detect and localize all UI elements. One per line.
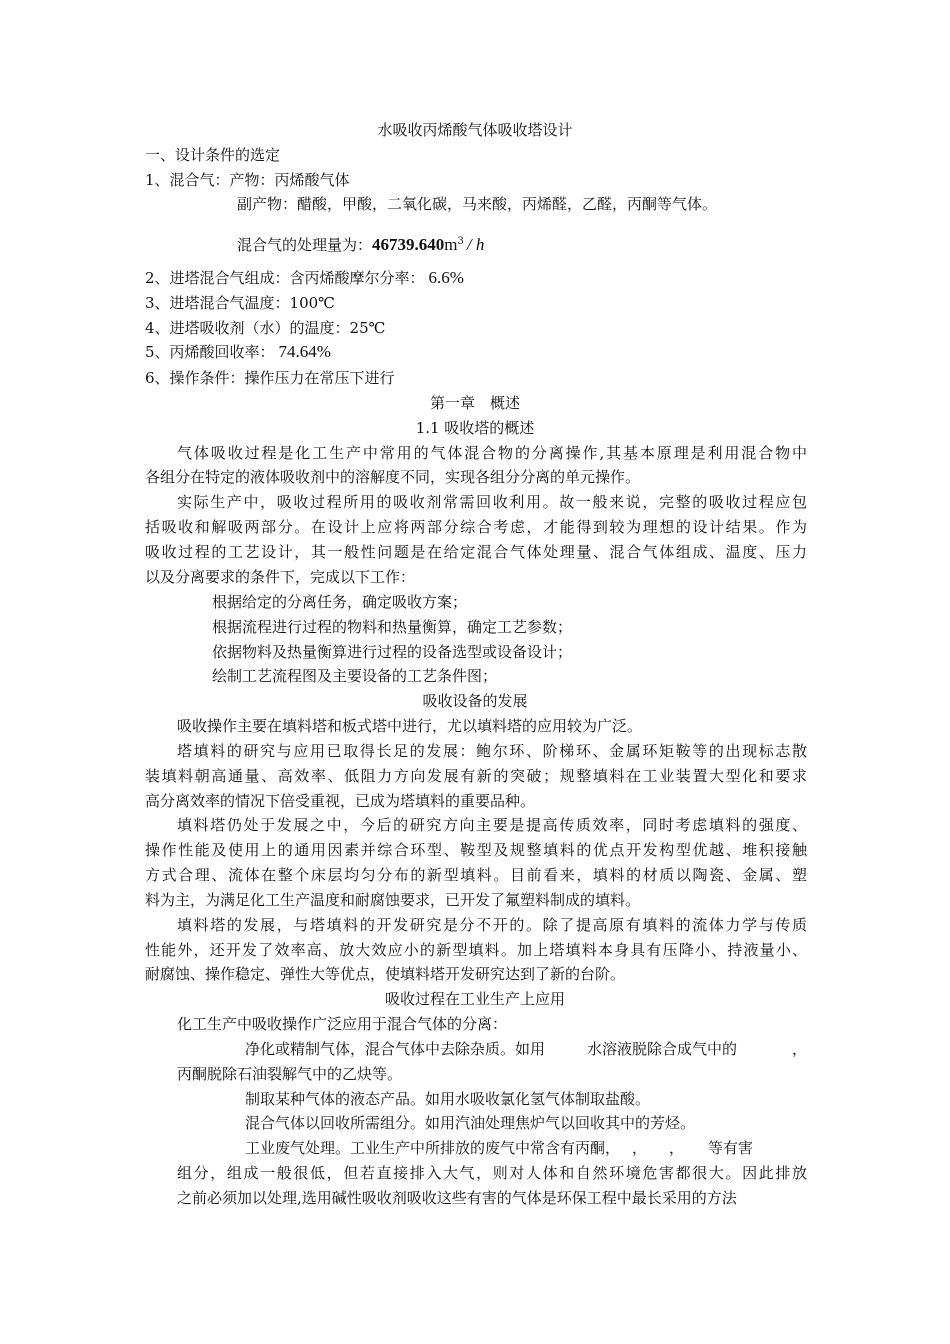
condition-item-3: 3、进塔混合气温度：100℃: [145, 294, 335, 312]
section-heading-design-conditions: 一、设计条件的选定: [145, 146, 281, 164]
paragraph-line: 耐腐蚀、操作稳定、弹性大等优点，使填料塔开发研究达到了新的台阶。: [145, 965, 626, 983]
task-item: 绘制工艺流程图及主要设备的工艺条件图；: [212, 667, 498, 685]
condition-item-1: 1、混合气：产物：丙烯酸气体: [145, 171, 350, 189]
application-item-1-part-c: ，: [791, 1040, 807, 1058]
paragraph-line: 括吸收和解吸两部分。在设计上应将两部分综合考虑，才能得到较为理想的设计结果。作为: [145, 518, 807, 536]
paragraph-line: 组分，组成一般很低，但若直接排入大气，则对人体和自然环境危害都很大。因此排放: [177, 1164, 807, 1182]
paragraph-line: 性能外，还开发了效率高、放大效应小的新型填料。加上塔填料本身具有压降小、持液量小、: [145, 941, 807, 959]
paragraph-line: 吸收操作主要在填料塔和板式塔中进行，尤以填料塔的应用较为广泛。: [177, 717, 643, 735]
section-heading-1-1: 1.1 吸收塔的概述: [415, 419, 535, 437]
paragraph-line: 高分离效率的情况下倍受重视，已成为塔填料的重要品种。: [145, 792, 536, 810]
flow-rate-value: 46739.640: [372, 235, 445, 254]
paragraph-line: 吸收过程的工艺设计，其一般性问题是在给定混合气体处理量、混合气体组成、温度、压力: [145, 543, 807, 561]
application-item-1-continued: 丙酮脱除石油裂解气中的乙炔等。: [177, 1065, 403, 1083]
condition-byproducts: 副产物：醋酸，甲酸，二氧化碳，马来酸，丙烯醛，乙醛，丙酮等气体。: [237, 195, 718, 213]
application-item-1-part-b: 水溶液脱除合成气中的: [587, 1040, 738, 1058]
application-item-4-part-d: 等有害: [708, 1139, 754, 1157]
application-item-3: 混合气体以回收所需组分。如用汽油处理焦炉气以回收其中的芳烃。: [245, 1114, 696, 1132]
paragraph-line: 填料塔的发展，与塔填料的开发研究是分不开的。除了提高原有填料的流体力学与传质: [177, 916, 807, 934]
application-item-1-part-a: 净化或精制气体，混合气体中去除杂质。如用: [245, 1040, 546, 1058]
flow-rate-label: 混合气的处理量为：: [237, 236, 373, 254]
condition-item-2: [145, 268, 464, 288]
condition-item-5: [145, 342, 331, 362]
paragraph-line: 化工生产中吸收操作广泛应用于混合气体的分离：: [177, 1015, 508, 1033]
paragraph-line: 气体吸收过程是化工生产中常用的气体混合物的分离操作,其基本原理是利用混合物中: [177, 444, 807, 462]
paragraph-line: 之前必须加以处理,选用碱性吸收剂吸收这些有害的气体是环保工程中最长采用的方法: [177, 1189, 737, 1207]
flow-rate-unit-m: m: [444, 235, 458, 254]
application-item-1: [245, 1039, 807, 1059]
document-title: 水吸收丙烯酸气体吸收塔设计: [377, 121, 573, 139]
paragraph-line: 塔填料的研究与应用已取得长足的发展：鲍尔环、阶梯环、金属环矩鞍等的出现标志散: [177, 742, 807, 760]
paragraph-line: 以及分离要求的条件下，完成以下工作：: [145, 568, 416, 586]
condition-item-2-value: 6.6%: [428, 268, 464, 287]
condition-item-5-value: 74.64%: [278, 342, 331, 361]
task-item: 根据流程进行过程的物料和热量衡算，确定工艺参数；: [212, 618, 573, 636]
paragraph-line: 实际生产中，吸收过程所用的吸收剂常需回收利用。故一般来说，完整的吸收过程应包: [177, 493, 807, 511]
paragraph-line: 操作性能及使用上的通用因素并综合环型、鞍型及规整填料的优点开发构型优越、堆积接触: [145, 841, 807, 859]
paragraph-line: 填料塔仍处于发展之中，今后的研究方向主要是提高传质效率，同时考虑填料的强度、: [177, 816, 807, 834]
flow-rate-unit-exponent: 3: [457, 236, 464, 247]
paragraph-line: 方式合理、流体在整个床层均匀分布的新型填料。目前看来，填料的材质以陶瓷、金属、塑: [145, 866, 807, 884]
condition-item-6: 6、操作条件：操作压力在常压下进行: [145, 369, 395, 387]
condition-item-5-label: 5、丙烯酸回收率：: [145, 343, 275, 361]
paragraph-line: 各组分在特定的液体吸收剂中的溶解度不同，实现各组分分离的单元操作。: [145, 468, 641, 486]
application-item-4-part-c: ，: [669, 1139, 685, 1157]
paragraph-line: 装填料朝高通量、高效率、低阻力方向发展有新的突破；规整填料在工业装置大型化和要求: [145, 767, 807, 785]
application-item-4: [245, 1138, 807, 1158]
application-item-4-part-a: 工业废气处理。工业生产中所排放的废气中常含有丙酮，: [245, 1139, 621, 1157]
task-item: 依据物料及热量衡算进行过程的设备选型或设备设计；: [212, 643, 573, 661]
task-item: 根据给定的分离任务，确定吸收方案；: [212, 593, 468, 611]
flow-rate-unit-per-hour: / h: [466, 235, 485, 254]
application-item-2: 制取某种气体的液态产品。如用水吸收氯化氢气体制取盐酸。: [245, 1090, 651, 1108]
condition-item-4: 4、进塔吸收剂（水）的温度：25℃: [145, 319, 386, 337]
section-heading-equipment-development: 吸收设备的发展: [422, 692, 528, 710]
condition-flow-rate: [237, 232, 484, 255]
application-item-4-part-b: ，: [632, 1139, 648, 1157]
condition-item-2-label: 2、进塔混合气组成：含丙烯酸摩尔分率：: [145, 269, 425, 287]
paragraph-line: 料为主，为满足化工生产温度和耐腐蚀要求，已开发了氟塑料制成的填料。: [145, 891, 641, 909]
chapter-heading: 第一章 概述: [429, 394, 520, 412]
section-heading-industrial-application: 吸收过程在工业生产上应用: [384, 990, 565, 1008]
